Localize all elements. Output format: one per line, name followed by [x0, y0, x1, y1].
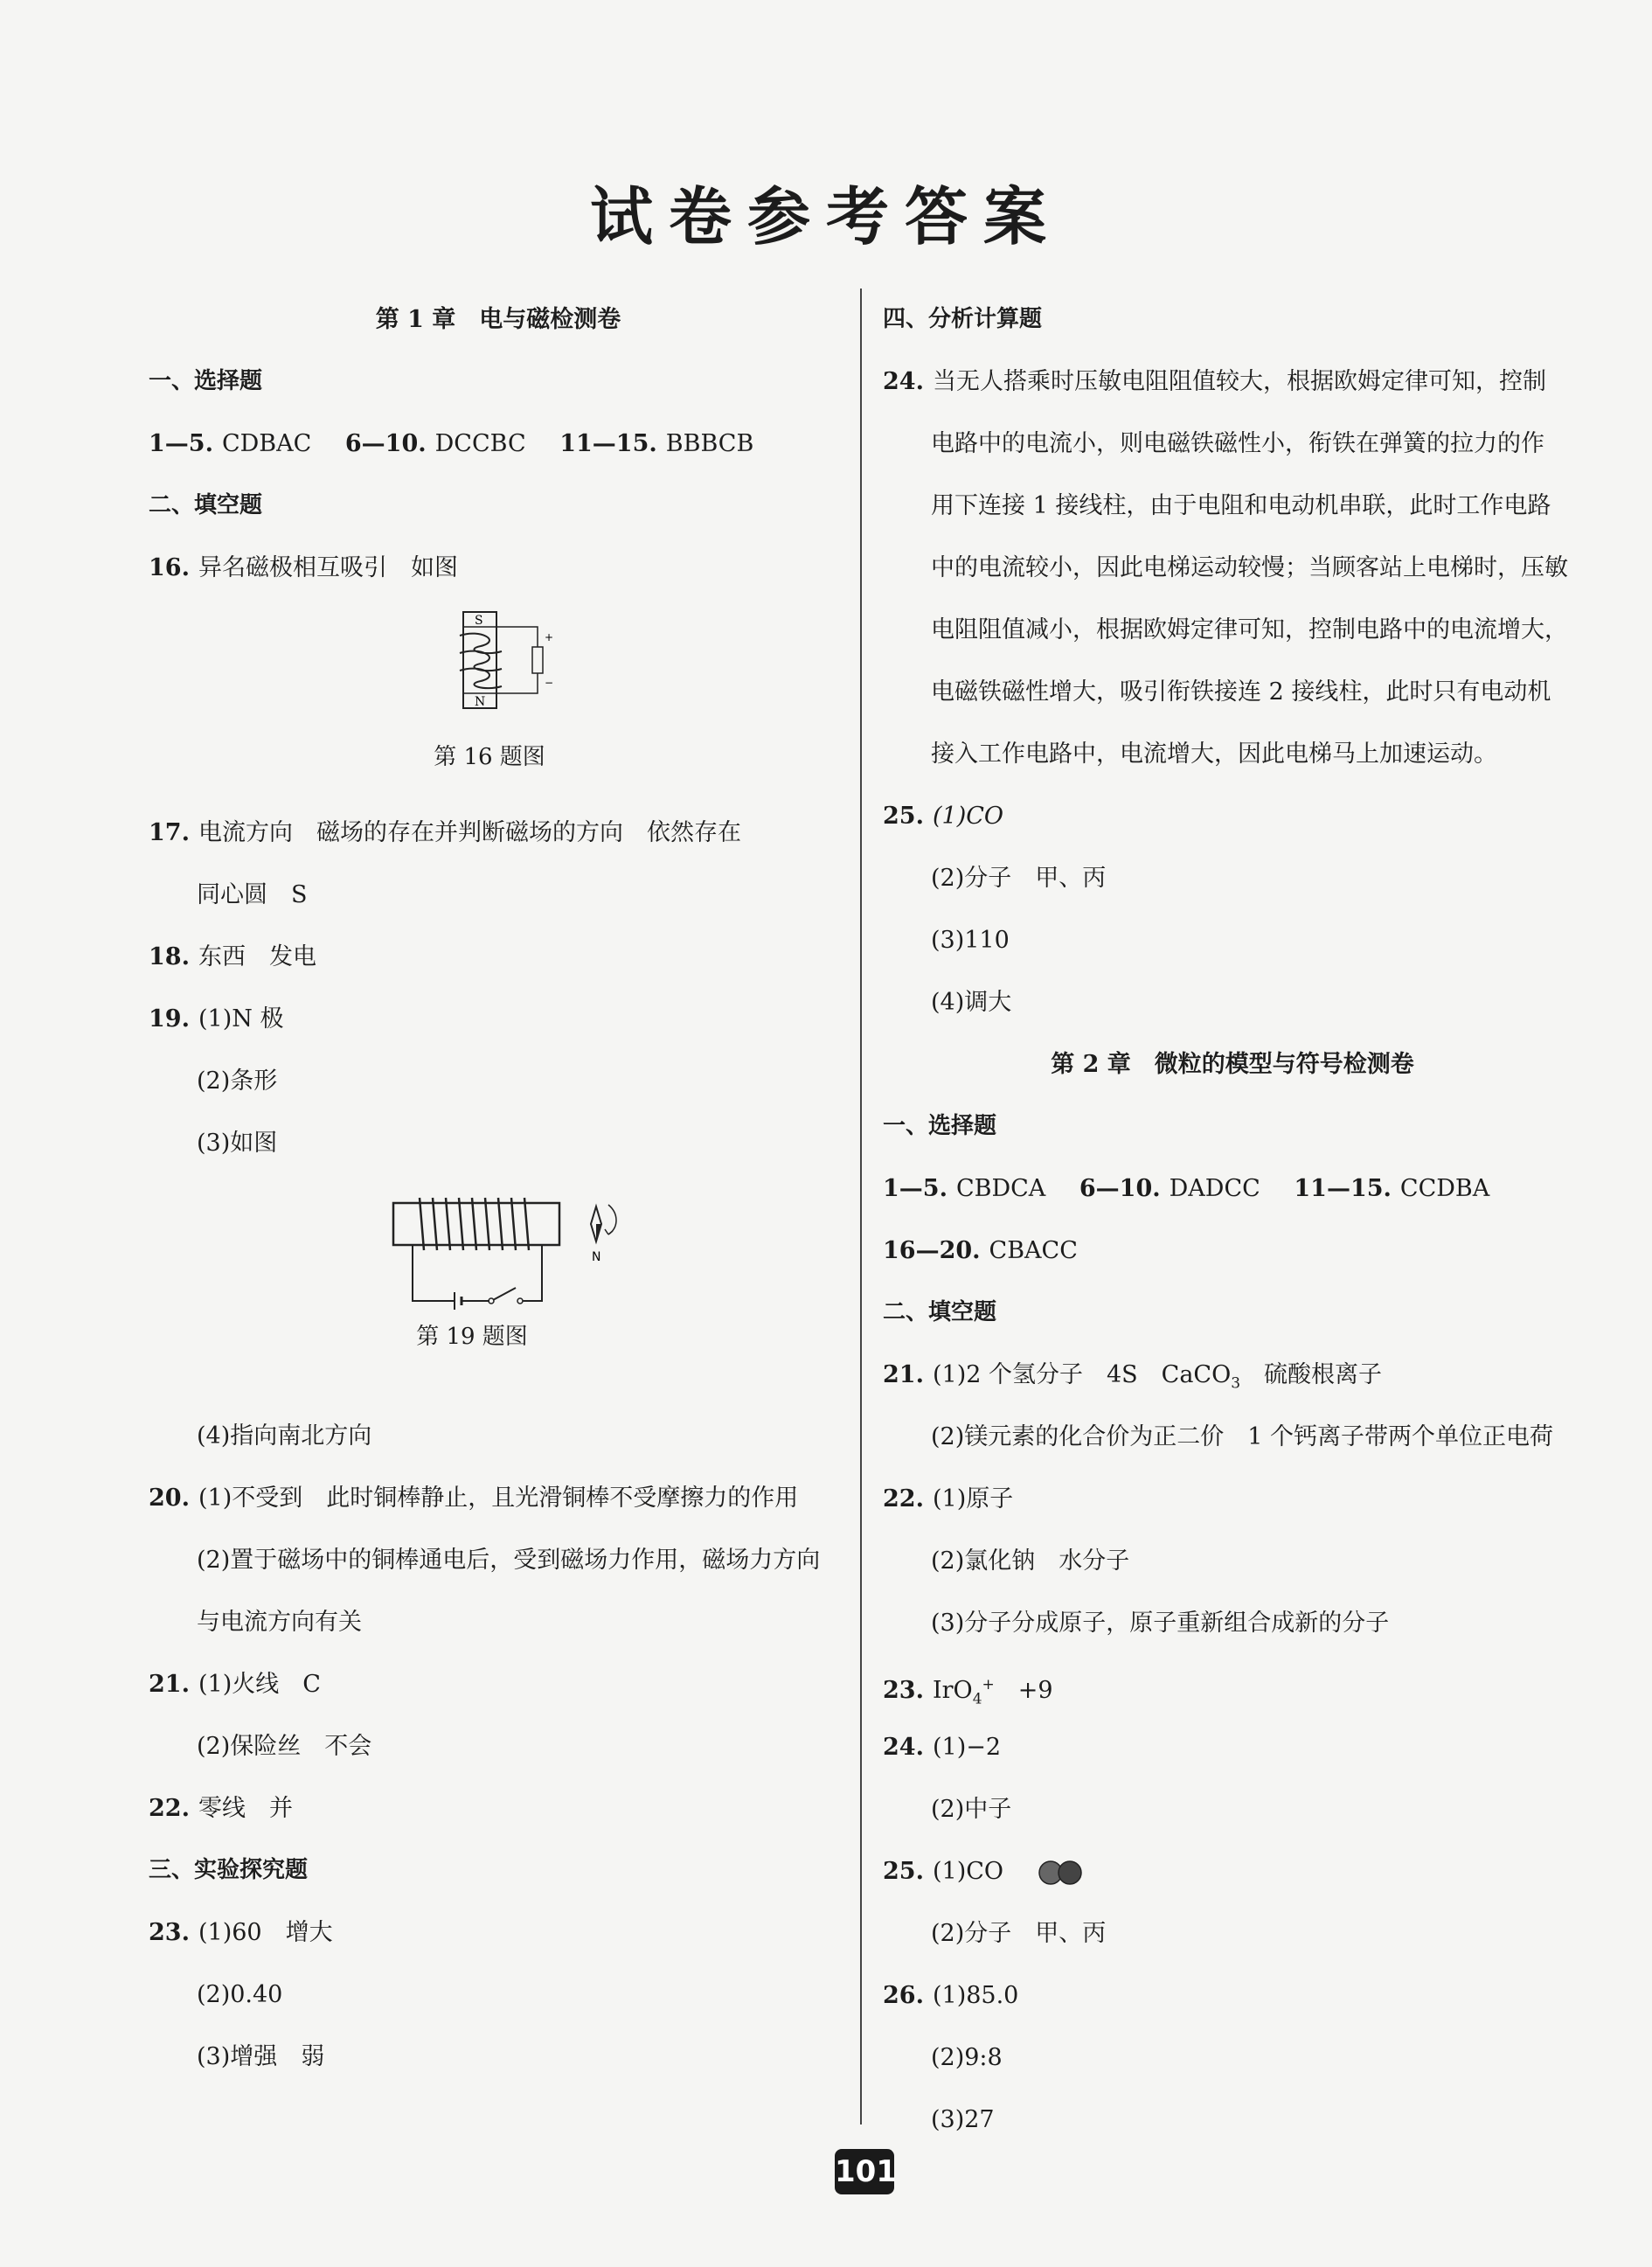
- answer-number: 21.: [883, 1361, 924, 1388]
- answer-number: 25.: [883, 1858, 924, 1885]
- answer-text: (1)85.0: [932, 1982, 1019, 2009]
- answer-23-c: (3)增强 弱: [197, 2043, 325, 2070]
- answer-text: CCDBA: [1399, 1175, 1490, 1202]
- answer-text: (1)CO: [932, 803, 1004, 830]
- answer-25-b: (2)分子 甲、丙: [931, 1920, 1107, 1947]
- superscript: +: [982, 1676, 995, 1693]
- answer-number: 1—5.: [149, 430, 213, 457]
- answer-number: 25.: [883, 803, 924, 830]
- subscript: 4: [972, 1690, 982, 1708]
- answer-24-line: 电阻阻值减小，根据欧姆定律可知，控制电路中的电流增大，: [931, 616, 1568, 643]
- answer-19: [149, 988, 848, 1050]
- formula: IrO: [932, 1677, 973, 1704]
- answer-number: 11—15.: [1294, 1175, 1392, 1202]
- answer-text: (1)N 极: [198, 1005, 284, 1033]
- answer-text: (1)原子: [932, 1485, 1014, 1512]
- answer-text: (1)CO: [932, 1858, 1004, 1885]
- answer-17-cont: 同心圆 S: [197, 881, 308, 908]
- answer-25-b: (2)分子 甲、丙: [931, 865, 1107, 892]
- answer-25: [883, 1840, 1582, 1902]
- answer-text: 电流方向 磁场的存在并判断磁场的方向 依然存在: [198, 819, 741, 846]
- answer-text: 当无人搭乘时压敏电阻阻值较大，根据欧姆定律可知，控制: [932, 368, 1546, 395]
- answer-23: [883, 1654, 1582, 1716]
- answer-text: 东西 发电: [198, 943, 316, 970]
- answer-number: 21.: [149, 1671, 190, 1698]
- answer-20: [149, 1467, 848, 1529]
- minus-label: −: [545, 677, 554, 689]
- answer-number: 18.: [149, 943, 190, 970]
- plus-label: +: [545, 631, 554, 643]
- section-fill: 二、填空题: [149, 492, 263, 518]
- answer-17: [149, 802, 848, 864]
- answer-text: (1)2 个氢分子 4S CaCO: [932, 1361, 1232, 1388]
- choice-answers-row: [149, 413, 848, 475]
- figure-19: [149, 1187, 848, 1318]
- left-column: [149, 289, 848, 2088]
- answer-23-b: (2)0.40: [197, 1981, 283, 2008]
- answer-number: 1—5.: [883, 1175, 947, 1202]
- choice-answers-row: [883, 1220, 1582, 1282]
- answer-text: (1)−2: [932, 1734, 1002, 1761]
- choice-answers-row: [883, 1158, 1582, 1220]
- answer-24-line-1: [883, 351, 1582, 413]
- compass-n-label: N: [592, 1250, 601, 1264]
- answer-19-c: (3)如图: [197, 1130, 278, 1157]
- answer-text: (1)火线 C: [198, 1671, 321, 1698]
- answer-text: CBACC: [989, 1237, 1078, 1264]
- answer-number: 24.: [883, 368, 924, 395]
- section-choice: 一、选择题: [149, 368, 263, 394]
- answer-24-b: (2)中子: [931, 1796, 1012, 1823]
- page-number: 101: [835, 2149, 894, 2194]
- answer-23: [149, 1902, 848, 1964]
- answer-number: 11—15.: [559, 430, 657, 457]
- answer-number: 23.: [149, 1919, 190, 1946]
- section-choice: 一、选择题: [883, 1113, 997, 1139]
- answer-25-c: (3)110: [931, 927, 1010, 954]
- answer-24-line: 用下连接 1 接线柱，由于电阻和电动机串联，此时工作电路: [931, 492, 1551, 519]
- figure-caption: 第 16 题图: [434, 744, 545, 770]
- answer-number: 6—10.: [344, 430, 427, 457]
- answer-24-line: 接入工作电路中，电流增大，因此电梯马上加速运动。: [931, 741, 1497, 768]
- answer-text: DCCBC: [434, 430, 526, 457]
- answer-text: (1)60 增大: [198, 1919, 333, 1946]
- answer-number: 22.: [149, 1795, 190, 1822]
- answer-text: 异名磁极相互吸引 如图: [198, 554, 458, 581]
- answer-text: DADCC: [1169, 1175, 1260, 1202]
- answer-text: 零线 并: [198, 1795, 293, 1822]
- answer-number: 22.: [883, 1485, 924, 1512]
- answer-22-c: (3)分子分成原子，原子重新组合成新的分子: [931, 1610, 1390, 1637]
- answer-number: 24.: [883, 1734, 924, 1761]
- chapter-1-heading: 第 1 章 电与磁检测卷: [375, 306, 621, 333]
- electromagnet-circuit-diagram: [358, 1187, 638, 1310]
- figure-16: [149, 608, 848, 739]
- answer-number: 16.: [149, 554, 190, 581]
- pole-n-label: N: [475, 695, 486, 709]
- answer-number: 6—10.: [1079, 1175, 1161, 1202]
- answer-20-b-cont: 与电流方向有关: [197, 1609, 362, 1636]
- answer-number: 26.: [883, 1982, 924, 2009]
- subscript: 3: [1231, 1374, 1241, 1393]
- answer-24-line: 电路中的电流小，则电磁铁磁性小，衔铁在弹簧的拉力的作: [931, 430, 1544, 457]
- answer-24-line: 电磁铁磁性增大，吸引衔铁接连 2 接线柱，此时只有电动机: [931, 678, 1551, 706]
- answer-text: 硫酸根离子: [1240, 1361, 1383, 1388]
- answer-18: [149, 926, 848, 988]
- answer-21-b: (2)镁元素的化合价为正二价 1 个钙离子带两个单位正电荷: [931, 1423, 1554, 1450]
- answer-26: [883, 1965, 1582, 2027]
- solenoid-diagram: [428, 608, 568, 713]
- answer-22: [883, 1468, 1582, 1530]
- figure-caption: 第 19 题图: [416, 1324, 528, 1350]
- answer-21: [883, 1344, 1582, 1406]
- answer-number: 23.: [883, 1677, 924, 1704]
- page-title: 试卷参考答案: [589, 179, 1062, 254]
- answer-text: +9: [994, 1677, 1053, 1704]
- section-calc: 四、分析计算题: [883, 306, 1043, 332]
- answer-21: [149, 1653, 848, 1715]
- answer-26-b: (2)9:8: [931, 2044, 1003, 2071]
- answer-number: 16—20.: [883, 1237, 981, 1264]
- answer-20-b: (2)置于磁场中的铜棒通电后，受到磁场力作用，磁场力方向: [197, 1547, 821, 1574]
- answer-25: [883, 785, 1582, 847]
- answer-number: 17.: [149, 819, 190, 846]
- figure-16-caption-wrap: [149, 739, 848, 782]
- answer-25-d: (4)调大: [931, 989, 1012, 1016]
- answer-24: [883, 1716, 1582, 1778]
- answer-26-c: (3)27: [931, 2106, 995, 2133]
- answer-24-line: 中的电流较小，因此电梯运动较慢；当顾客站上电梯时，压敏: [931, 554, 1568, 581]
- right-column: [883, 289, 1582, 2151]
- answer-22-b: (2)氯化钠 水分子: [931, 1547, 1130, 1575]
- column-divider: [860, 289, 862, 2124]
- pole-s-label: S: [475, 614, 483, 628]
- answer-16: [149, 537, 848, 599]
- answer-19-b: (2)条形: [197, 1067, 278, 1095]
- answer-text: (1)不受到 此时铜棒静止，且光滑铜棒不受摩擦力的作用: [198, 1485, 799, 1512]
- answer-text: BBBCB: [665, 430, 754, 457]
- answer-text: CBDCA: [955, 1175, 1046, 1202]
- answer-text: CDBAC: [221, 430, 312, 457]
- answer-19-d: (4)指向南北方向: [197, 1422, 372, 1450]
- answer-number: 19.: [149, 1005, 190, 1033]
- section-experiment: 三、实验探究题: [149, 1857, 309, 1883]
- answer-22: [149, 1777, 848, 1839]
- section-fill: 二、填空题: [883, 1299, 997, 1325]
- chapter-2-heading: 第 2 章 微粒的模型与符号检测卷: [1051, 1051, 1414, 1078]
- answer-number: 20.: [149, 1485, 190, 1512]
- answer-21-b: (2)保险丝 不会: [197, 1733, 372, 1760]
- figure-19-caption-wrap: [149, 1318, 848, 1353]
- co-molecule-icon: [1036, 1860, 1086, 1886]
